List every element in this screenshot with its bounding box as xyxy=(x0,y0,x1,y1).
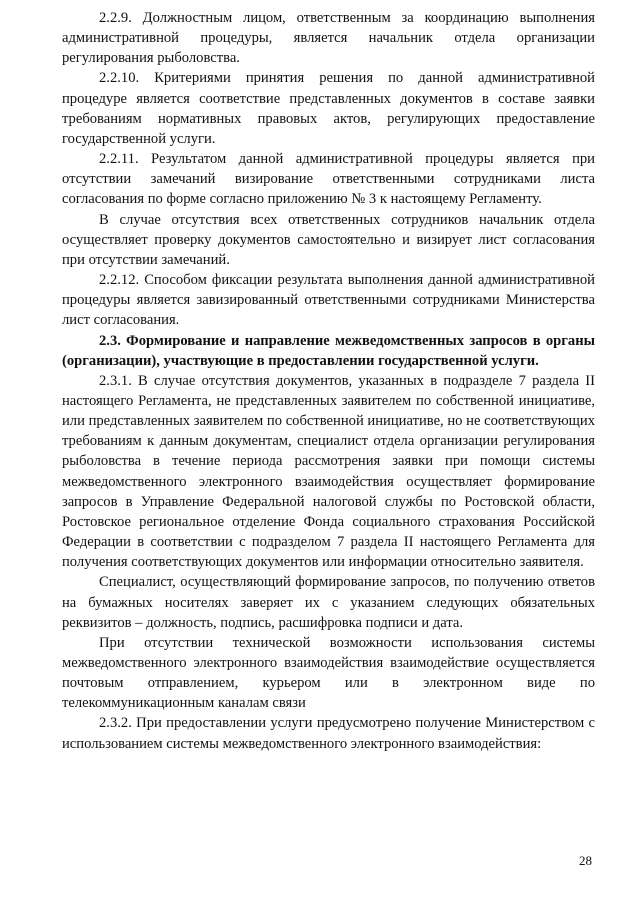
paragraph-2-2-10: 2.2.10. Критериями принятия решения по данной административной процедуре является соответствие представленных документов в составе заявки требованиям нормативных правовых актов, регулирующих предоставление государственной услуги. xyxy=(62,70,595,147)
paragraph-2-2-9: 2.2.9. Должностным лицом, ответственным за координацию выполнения административной процедуры, является начальник отдела организации регулирования рыболовства. xyxy=(62,10,595,67)
page-number: 28 xyxy=(579,853,592,868)
paragraph-2-3-1: 2.3.1. В случае отсутствия документов, указанных в подразделе 7 раздела II настоящего Регламента, не представленных заявителем по собственной инициативе, или представленных заявителем по собственной инициативе, но не соответствующих требованиям к данным документам, специалист отдела организации регулирования рыболовства в течение периода рассмотрения заявки при помощи системы межведомственного электронного взаимодействия осуществляет формирование запросов в Управление Федеральной налоговой службы по Ростовской области, Ростовское региональное отделение Фонда социального страхования Российской Федерации в соответствии с подразделом 7 раздела II настоящего Регламента для получения соответствующих документов или информации относительно заявителя. xyxy=(62,372,595,571)
paragraph-absence-of-staff: В случае отсутствия всех ответственных сотрудников начальник отдела осуществляет проверку документов самостоятельно и визирует лист согласования при отсутствии замечаний. xyxy=(62,211,595,268)
document-body xyxy=(62,8,595,754)
paragraph-specialist-requests: Специалист, осуществляющий формирование запросов, по получению ответов на бумажных носителях заверяет их с указанием следующих обязательных реквизитов – должность, подпись, расшифровка подписи и дата. xyxy=(62,574,595,631)
paragraph-2-2-12: 2.2.12. Способом фиксации результата выполнения данной административной процедуры является завизированный ответственными сотрудниками Министерства лист согласования. xyxy=(62,272,595,329)
paragraph-2-2-11: 2.2.11. Результатом данной административной процедуры является при отсутствии замечаний визирование ответственными сотрудниками листа согласования по форме согласно приложению № 3 к настоящему Регламенту. xyxy=(62,151,595,208)
section-heading-2-3: 2.3. Формирование и направление межведомственных запросов в органы (организации), участвующие в предоставлении государственной услуги. xyxy=(62,332,595,369)
paragraph-2-3-2: 2.3.2. При предоставлении услуги предусмотрено получение Министерством с использованием системы межведомственного электронного взаимодействия: xyxy=(62,715,595,752)
paragraph-no-technical-capability: При отсутствии технической возможности использования системы межведомственного электронного взаимодействия взаимодействие осуществляется почтовым отправлением, курьером или в электронном виде по телекоммуникационным каналам связи xyxy=(62,634,595,712)
